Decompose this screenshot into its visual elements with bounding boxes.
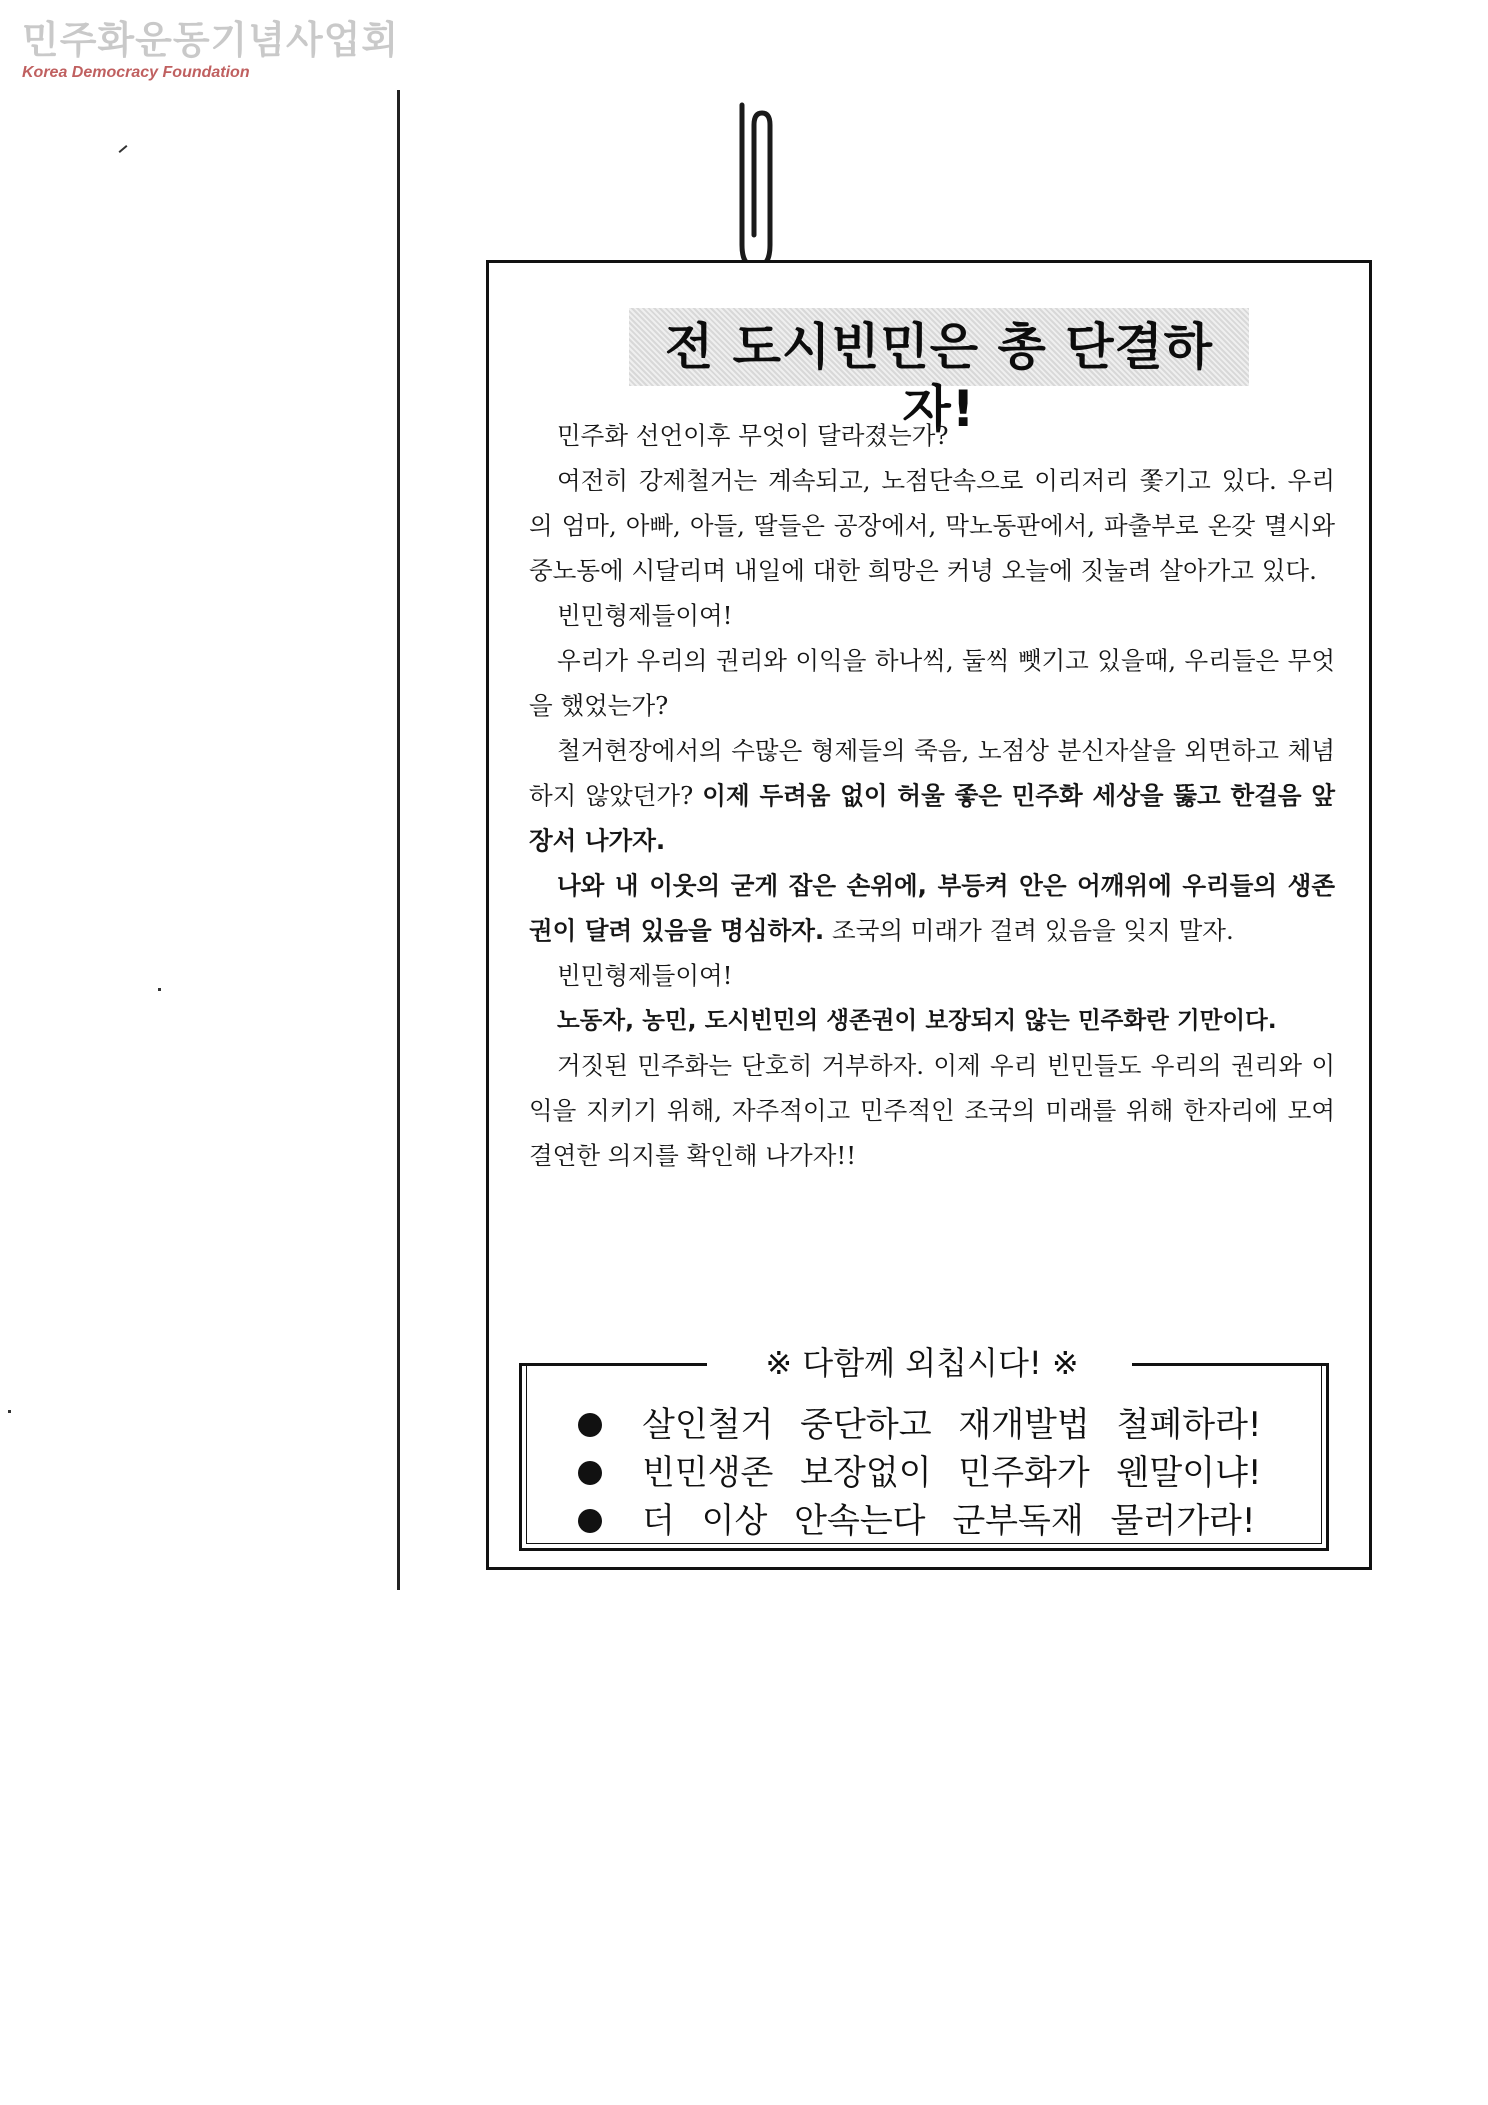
slogan-box [519,1344,1329,1551]
slogan-text: 빈민생존 보장없이 민주화가 웬말이냐! [642,1453,1262,1493]
watermark-korean: 민주화운동기념사업회 [22,18,400,62]
scan-speck [119,145,128,153]
scan-edge-line [397,90,400,1590]
slogan-text: 살인철거 중단하고 재개발법 철폐하라! [642,1405,1262,1445]
body-paragraph: 빈민형제들이여! [557,961,733,990]
leaflet-frame [486,260,1372,1570]
body-paragraph: 여전히 강제철거는 계속되고, 노점단속으로 이리저리 쫓기고 있다. 우리의 엄마, 아빠, 아들, 딸들은 공장에서, 막노동판에서, 파출부로 온갖 멸시와 중노동에 시달리며 내일에 대한 희망은 커녕 오늘에 짓눌려 살아가고 있다. [529,466,1335,585]
watermark-logo [22,18,399,84]
slogan-item [572,1401,1292,1449]
leaflet-body [529,413,1335,1178]
watermark-english: Korea Democracy Foundation [22,64,250,81]
body-paragraph [529,863,1335,953]
body-paragraph [529,728,1335,863]
leaflet-title: 전 도시빈민은 총 단결하자! [664,318,1214,438]
paperclip-icon [724,95,782,275]
slogan-item [572,1497,1292,1545]
body-paragraph: 우리가 우리의 권리와 이익을 하나씩, 둘씩 뺏기고 있을때, 우리들은 무엇을 했었는가? [529,646,1335,720]
body-paragraph: 민주화 선언이후 무엇이 달라졌는가? [557,421,949,450]
bullet-icon [578,1509,602,1533]
body-text-bold: 나와 내 이웃의 굳게 잡은 손위에, 부등켜 안은 어깨위에 우리들의 생존권이 달려 있음을 명심하자. [529,871,1335,945]
bullet-icon [578,1413,602,1437]
body-paragraph: 노동자, 농민, 도시빈민의 생존권이 보장되지 않는 민주화란 기만이다. [557,1006,1277,1034]
slogan-list [572,1401,1292,1545]
body-text-plain: 조국의 미래가 걸려 있음을 잊지 말자. [824,916,1234,945]
slogan-item [572,1449,1292,1497]
scan-speck [8,1410,11,1413]
body-paragraph: 빈민형제들이여! [557,601,733,630]
slogan-rule-left [522,1363,707,1366]
slogan-header: ※ 다함께 외칩시다! ※ [712,1343,1132,1383]
body-paragraph: 거짓된 민주화는 단호히 거부하자. 이제 우리 빈민들도 우리의 권리와 이익을 지키기 위해, 자주적이고 민주적인 조국의 미래를 위해 한자리에 모여 결연한 의지를 확인해 나가자!! [529,1051,1335,1170]
bullet-icon [578,1461,602,1485]
slogan-rule-right [1126,1363,1326,1366]
body-text-bold: 이제 두려움 없이 허울 좋은 민주화 세상을 뚫고 한걸음 앞장서 나가자. [529,781,1335,855]
body-text-plain: 철거현장에서의 수많은 형제들의 죽음, 노점상 분신자살을 외면하고 체념하지 않았던가? [529,736,1335,810]
title-band [629,308,1249,438]
scan-speck [158,988,161,991]
slogan-text: 더 이상 안속는다 군부독재 물러가라! [642,1501,1256,1541]
